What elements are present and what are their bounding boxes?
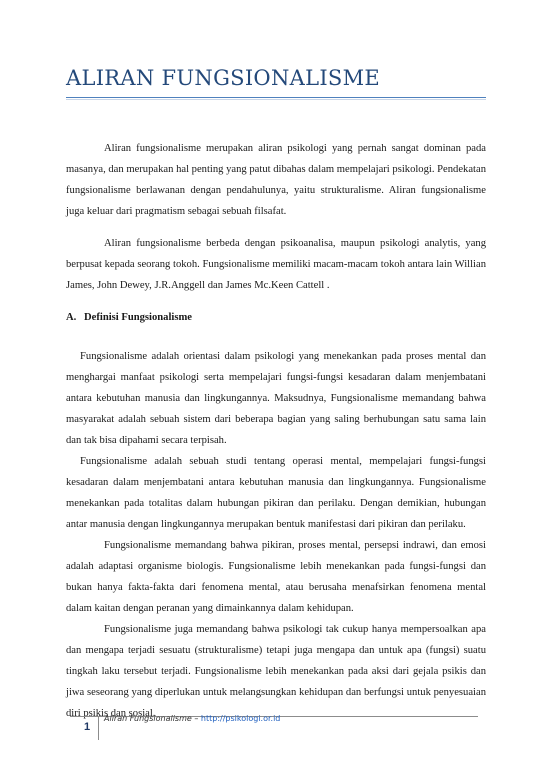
footer-caption (104, 714, 280, 723)
footer-page-separator (98, 716, 99, 740)
section-letter: A. (66, 312, 77, 323)
page-number: 1 (84, 721, 91, 733)
title-underline-shadow (66, 99, 486, 100)
intro-paragraph-2: Aliran fungsionalisme berbeda dengan psikoanalisa, maupun psikologi analytis, yang berpusat kepada seorang tokoh. Fungsionalisme memiliki macam-macam tokoh antara lain Willian James, John Dewey, J.R.Anggell dan James Mc.Keen Cattell . (66, 238, 486, 291)
intro-paragraph-1: Aliran fungsionalisme merupakan aliran psikologi yang pernah sangat dominan pada masanya, dan merupakan hal penting yang patut dibahas dalam mempelajari psikologi. Pendekatan fungsionalisme berlawanan dengan pendahulunya, yaitu strukturalisme. Aliran fungsionalisme juga keluar dari pragmatism sebagai sebuah filsafat. (66, 143, 486, 217)
footer-link[interactable]: http://psikologi.or.id (200, 714, 281, 723)
section-paragraph-2: Fungsionalisme adalah sebuah studi tentang operasi mental, mempelajari fungsi-fungsi kesadaran dalam menjembatani antara kebutuhan manusia dan lingkungannya. Fungsionalisme menekankan pada totalitas dalam hubungan pikiran dan perilaku. Dengan demikian, hubungan antar manusia dengan lingkungannya merupakan bentuk manifestasi dari pikiran dan perilaku. (66, 456, 486, 530)
document-body (66, 138, 486, 724)
section-paragraph-1: Fungsionalisme adalah orientasi dalam psikologi yang menekankan pada proses mental dan menghargai manfaat psikologi serta mempelajari fungsi-fungsi kesadaran dalam menjembatani antara kebutuhan manusia dan lingkungannya. Maksudnya, Fungsionalisme memandang bahwa masyarakat adalah sebuah sistem dari beberapa bagian yang saling berhubungan satu sama lain dan tak bisa dipahami secara terpisah. (66, 351, 486, 446)
section-title: Definisi Fungsionalisme (84, 312, 193, 323)
footer-label: Aliran Fungsionalisme – (104, 714, 201, 723)
section-paragraph-3: Fungsionalisme memandang bahwa pikiran, proses mental, persepsi indrawi, dan emosi adalah adaptasi organisme biologis. Fungsionalisme lebih menekankan pada fungsi-fungsi dan bukan hanya fakta-fakta dari fenomena mental, atau berusaha menafsirkan fenomena mental dalam kaitan dengan peranan yang dimainkannya dalam kehidupan. (66, 540, 486, 614)
title-underline (66, 97, 486, 98)
document-title: ALIRAN FUNGSIONALISME (66, 66, 381, 90)
section-paragraph-4: Fungsionalisme juga memandang bahwa psikologi tak cukup hanya mempersoalkan apa dan mengapa terjadi sesuatu (strukturalisme) tetapi juga mengapa dan untuk apa (fungsi) suatu tingkah laku tersebut terjadi. Fungsionalisme lebih menekankan pada aksi dari gejala psikis dan jiwa seseorang yang diperlukan untuk melangsungkan kehidupan dan berfungsi untuk penyesuaian diri psikis dan sosial. (66, 624, 486, 719)
section-heading (66, 307, 486, 328)
